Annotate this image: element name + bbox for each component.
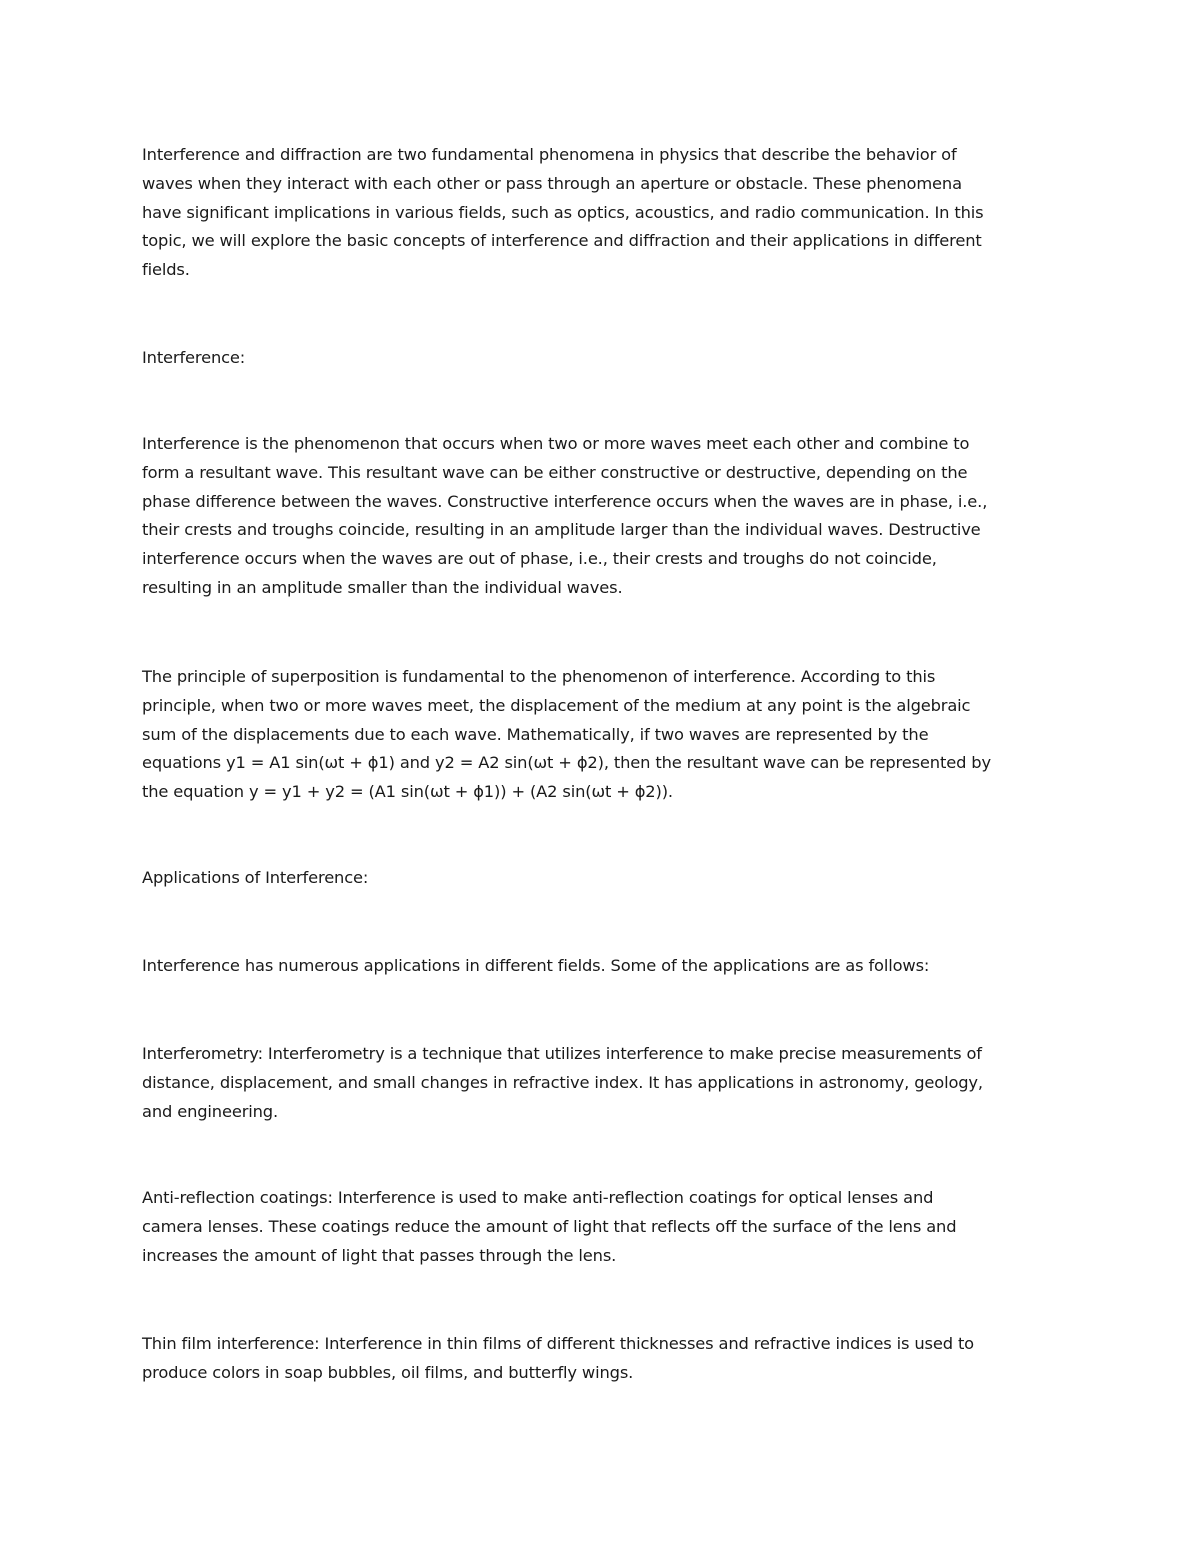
text-line: phase difference between the waves. Constructive interference occurs when the waves are in phase, i.e., — [142, 491, 988, 511]
thin-film-paragraph — [142, 1330, 1067, 1388]
text-line: waves when they interact with each other or pass through an aperture or obstacle. These phenomena — [142, 173, 962, 193]
intro-paragraph — [142, 141, 1067, 285]
text-line: produce colors in soap bubbles, oil films, and butterfly wings. — [142, 1362, 634, 1382]
text-line: topic, we will explore the basic concepts of interference and diffraction and their applications in different — [142, 231, 982, 251]
text-line: sum of the displacements due to each wave. Mathematically, if two waves are represented by the — [142, 724, 929, 744]
superposition-paragraph — [142, 663, 1067, 807]
text-line: have significant implications in various fields, such as optics, acoustics, and radio communication. In this — [142, 202, 984, 222]
text-line: Anti-reflection coatings: Interference is used to make anti-reflection coatings for optical lenses and — [142, 1188, 934, 1207]
text-line: equations y1 = A1 sin(ωt + ϕ1) and y2 = A2 sin(ωt + ϕ2), then the resultant wave can be represented by — [142, 753, 991, 773]
text-line: fields. — [142, 260, 190, 280]
text-line: The principle of superposition is fundamental to the phenomenon of interference. According to this — [142, 667, 936, 686]
anti-reflection-paragraph — [142, 1184, 1067, 1270]
text-line: increases the amount of light that passes through the lens. — [142, 1245, 617, 1265]
text-line: camera lenses. These coatings reduce the amount of light that reflects off the surface of the lens and — [142, 1216, 957, 1236]
heading-line: Interference: — [142, 348, 246, 367]
interference-heading — [142, 344, 1067, 373]
applications-heading — [142, 864, 1067, 893]
text-line: distance, displacement, and small changes in refractive index. It has applications in astronomy, geology, — [142, 1072, 983, 1092]
text-line: Interference is the phenomenon that occurs when two or more waves meet each other and combine to — [142, 434, 970, 453]
text-line: Interference has numerous applications in different fields. Some of the applications are as follows: — [142, 956, 930, 975]
text-line: the equation y = y1 + y2 = (A1 sin(ωt + ϕ1)) + (A2 sin(ωt + ϕ2)). — [142, 782, 673, 802]
text-line: Thin film interference: Interference in thin films of different thicknesses and refractive indices is used to — [142, 1334, 974, 1353]
text-line: principle, when two or more waves meet, the displacement of the medium at any point is the algebraic — [142, 695, 971, 715]
heading-line: Applications of Interference: — [142, 868, 369, 887]
text-line: their crests and troughs coincide, resulting in an amplitude larger than the individual waves. Destructive — [142, 520, 981, 540]
text-line: interference occurs when the waves are out of phase, i.e., their crests and troughs do not coincide, — [142, 549, 937, 569]
interferometry-paragraph — [142, 1040, 1067, 1126]
text-line: and engineering. — [142, 1101, 278, 1121]
text-line: form a resultant wave. This resultant wave can be either constructive or destructive, depending on the — [142, 462, 968, 482]
text-line: resulting in an amplitude smaller than the individual waves. — [142, 577, 623, 597]
applications-intro-paragraph — [142, 952, 1067, 981]
text-line: Interference and diffraction are two fundamental phenomena in physics that describe the behavior of — [142, 145, 957, 164]
interference-definition-paragraph — [142, 430, 1067, 603]
text-line: Interferometry: Interferometry is a technique that utilizes interference to make precise measurements of — [142, 1044, 982, 1063]
